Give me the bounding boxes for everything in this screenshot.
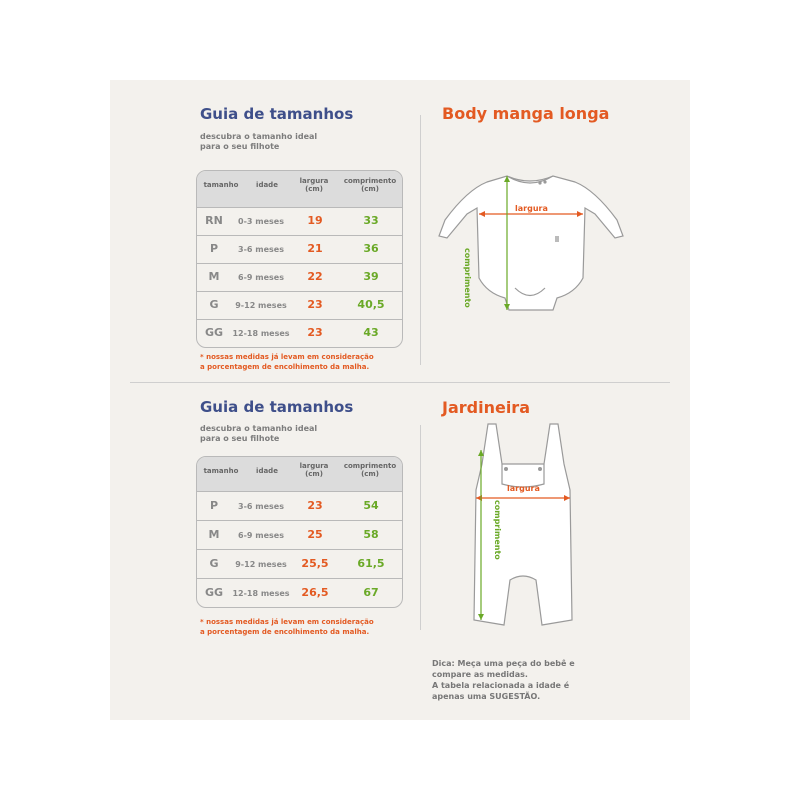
size-guide-panel (110, 80, 690, 720)
age-cell: 3-6 meses (238, 502, 284, 511)
width-cell: 26,5 (301, 586, 329, 599)
table-row (197, 578, 402, 608)
size-table-overalls (196, 456, 403, 608)
measuring-tip (432, 658, 575, 702)
width-cell: 23 (307, 326, 323, 339)
tip-line3: A tabela relacionada a idade é (432, 681, 570, 690)
length-cell: 36 (363, 242, 379, 255)
bodysuit-icon (425, 168, 635, 318)
length-cell: 40,5 (357, 298, 385, 311)
size-cell: M (208, 270, 220, 283)
width-cell: 22 (307, 270, 323, 283)
length-cell: 33 (363, 214, 379, 227)
table-row (197, 235, 402, 264)
overalls-width-label: largura (507, 484, 540, 493)
age-cell: 9-12 meses (235, 301, 287, 310)
header-length-label: comprimento (343, 462, 397, 470)
age-cell: 0-3 meses (238, 217, 284, 226)
size-cell: M (208, 528, 220, 541)
section1-title: Guia de tamanhos (200, 105, 354, 123)
length-cell: 61,5 (357, 557, 385, 570)
section1-subtitle (200, 132, 317, 152)
length-cell: 58 (363, 528, 379, 541)
size-cell: P (209, 499, 219, 512)
header-width-unit: (cm) (305, 185, 323, 193)
width-cell: 23 (307, 298, 323, 311)
size-cell: G (209, 557, 219, 570)
vertical-divider-top (420, 115, 421, 365)
age-cell: 6-9 meses (238, 273, 284, 282)
header-length (339, 462, 401, 478)
width-cell: 23 (307, 499, 323, 512)
width-cell: 21 (307, 242, 323, 255)
overalls-length-label: comprimento (493, 500, 502, 560)
overalls-title: Jardineira (442, 398, 530, 417)
size-cell: RN (205, 214, 223, 227)
section2-note-line1: * nossas medidas já levam em consideração (200, 618, 374, 626)
age-cell: 9-12 meses (235, 560, 287, 569)
header-width-unit: (cm) (305, 470, 323, 478)
width-cell: 25,5 (301, 557, 329, 570)
section2-subtitle-line1: descubra o tamanho ideal (200, 424, 318, 433)
table-row (197, 207, 402, 236)
length-cell: 54 (363, 499, 379, 512)
bodysuit-width-label: largura (515, 204, 548, 213)
header-length (339, 177, 401, 193)
table-row (197, 263, 402, 292)
header-width-label: largura (299, 462, 329, 470)
tip-line2: compare as medidas. (432, 670, 528, 679)
table-row (197, 520, 402, 550)
tip-line1: Dica: Meça uma peça do bebê e (432, 659, 575, 668)
size-table-bodysuit (196, 170, 403, 348)
header-age: idade (256, 467, 278, 475)
header-length-label: comprimento (343, 177, 397, 185)
section1-note (200, 352, 374, 372)
overalls-icon (468, 420, 578, 635)
section2-subtitle-line2: para o seu filhote (200, 434, 280, 443)
table-row (197, 291, 402, 320)
header-length-unit: (cm) (361, 470, 379, 478)
header-length-unit: (cm) (361, 185, 379, 193)
section2-title: Guia de tamanhos (200, 398, 354, 416)
table-header (197, 457, 402, 491)
age-cell: 12-18 meses (232, 589, 290, 598)
size-cell: GG (204, 586, 224, 599)
section1-subtitle-line2: para o seu filhote (200, 142, 280, 151)
horizontal-divider (130, 382, 670, 383)
length-cell: 43 (363, 326, 379, 339)
section2-note-line2: a porcentagem de encolhimento da malha. (200, 628, 370, 636)
size-cell: G (209, 298, 219, 311)
table-header (197, 171, 402, 207)
bodysuit-title: Body manga longa (442, 104, 610, 123)
header-width (289, 462, 339, 478)
table-row (197, 491, 402, 521)
bodysuit-length-label: comprimento (463, 248, 472, 308)
table-row (197, 319, 402, 348)
length-cell: 67 (363, 586, 379, 599)
size-cell: GG (204, 326, 224, 339)
header-width (289, 177, 339, 193)
section1-subtitle-line1: descubra o tamanho ideal (200, 132, 318, 141)
header-size: tamanho (203, 467, 239, 475)
width-cell: 19 (307, 214, 323, 227)
tip-line4: apenas uma SUGESTÃO. (432, 692, 541, 701)
section1-note-line2: a porcentagem de encolhimento da malha. (200, 363, 370, 371)
age-cell: 3-6 meses (238, 245, 284, 254)
header-size: tamanho (203, 181, 239, 189)
width-cell: 25 (307, 528, 323, 541)
size-cell: P (209, 242, 219, 255)
header-width-label: largura (299, 177, 329, 185)
section2-note (200, 617, 374, 637)
section2-subtitle (200, 424, 317, 444)
vertical-divider-bottom (420, 425, 421, 630)
header-age: idade (256, 181, 278, 189)
length-cell: 39 (363, 270, 379, 283)
age-cell: 12-18 meses (232, 329, 290, 338)
section1-note-line1: * nossas medidas já levam em consideração (200, 353, 374, 361)
age-cell: 6-9 meses (238, 531, 284, 540)
table-row (197, 549, 402, 579)
